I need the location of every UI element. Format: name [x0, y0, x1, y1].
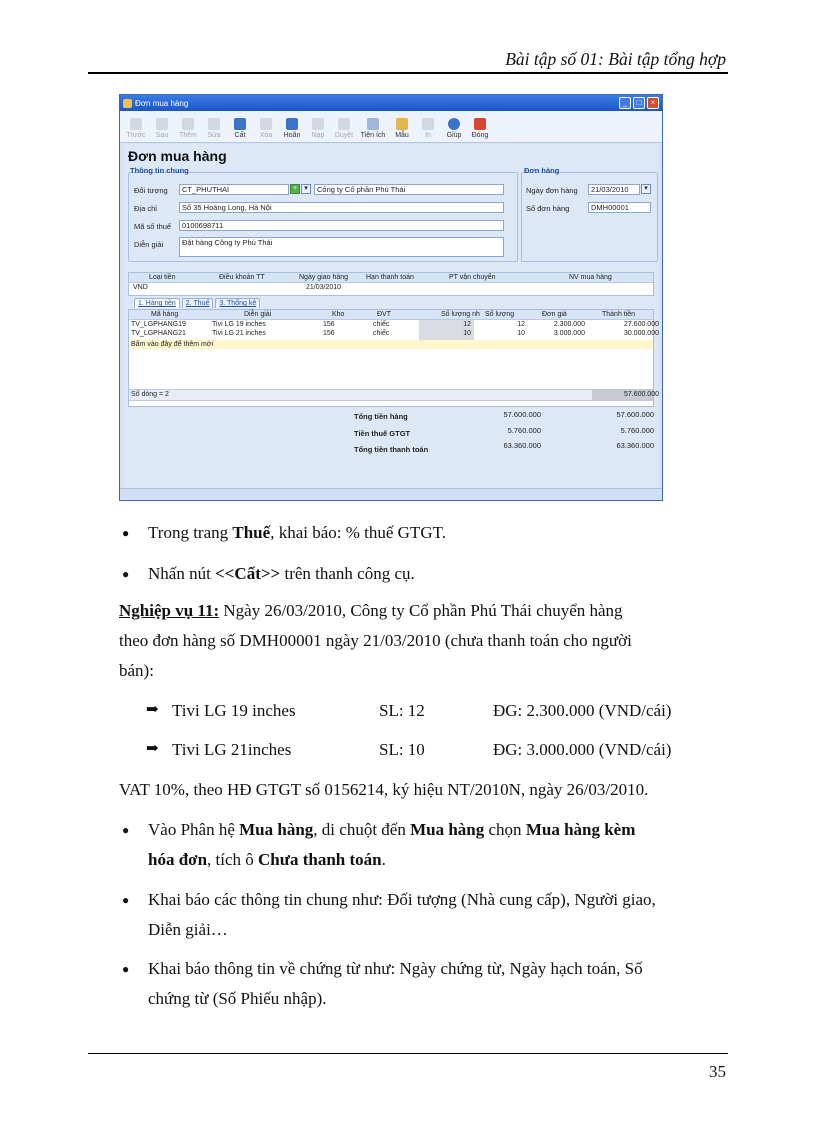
next-button[interactable]: Sau	[150, 118, 174, 139]
arrow-right-icon: ➡	[146, 741, 159, 757]
approve-icon	[338, 118, 350, 130]
total-goods-value: 57.600.000	[503, 410, 541, 419]
address-label: Địa chỉ	[134, 204, 157, 213]
item-1-qty: SL: 12	[379, 701, 425, 720]
item-2-price: ĐG: 3.000.000 (VND/cái)	[493, 740, 672, 759]
row-count: Số dòng = 2	[131, 391, 169, 398]
tab-tax[interactable]: 2. Thuế	[182, 298, 214, 308]
row1-unit-price[interactable]: 2.300.000	[553, 321, 585, 328]
description-input[interactable]: Đặt hàng Công ty Phú Thái	[179, 237, 504, 257]
operation-11-line-2: theo đơn hàng số DMH00001 ngày 21/03/2010 (chưa thanh toán cho người	[119, 631, 632, 650]
load-button[interactable]: Nạp	[306, 118, 330, 139]
instruction-voucher-line-2: chứng từ (Số Phiếu nhập).	[148, 989, 327, 1008]
col-amount: Thành tiền	[602, 311, 636, 318]
row1-qty-received[interactable]: 12	[463, 321, 471, 328]
payment-terms-header: Điều khoản TT	[219, 274, 265, 281]
instruction-general-line-1: Khai báo các thông tin chung như: Đối tượng (Nhà cung cấp), Người giao,	[148, 890, 656, 909]
grand-total-value: 63.360.000	[503, 441, 541, 450]
vat-value-2: 5.760.000	[620, 426, 654, 435]
order-info-title: Đơn hàng	[524, 166, 560, 175]
row-total: 57.600.000	[623, 391, 659, 398]
add-new-row-text: Bấm vào đây để thêm mới	[131, 341, 214, 348]
delivery-date-header: Ngày giao hàng	[299, 274, 349, 281]
supplier-code-input[interactable]: CT_PHUTHAI	[179, 184, 289, 195]
instruction-menu-line-2: hóa đơn, tích ô Chưa thanh toán.	[148, 850, 386, 869]
delete-icon	[260, 118, 272, 130]
tools-icon	[367, 118, 379, 130]
description-label: Diễn giải	[134, 240, 164, 249]
instruction-menu-line-1: Vào Phân hệ Mua hàng, di chuột đến Mua hàng chọn Mua hàng kèm	[148, 820, 636, 839]
help-icon	[448, 118, 460, 130]
utilities-button[interactable]: Tiện ích	[358, 118, 388, 139]
row2-qty-received[interactable]: 10	[463, 330, 471, 337]
row2-warehouse[interactable]: 156	[323, 330, 335, 337]
help-button[interactable]: Giúp	[442, 118, 466, 139]
add-new-row[interactable]	[129, 340, 653, 349]
col-warehouse: Kho	[332, 311, 345, 318]
row1-warehouse[interactable]: 156	[323, 321, 335, 328]
tax-code-label: Mã số thuế	[134, 222, 172, 231]
general-info-title: Thông tin chung	[130, 166, 189, 175]
col-qty-received: Số lượng nh	[441, 311, 480, 318]
template-icon	[396, 118, 408, 130]
vat-label: Tiền thuế GTGT	[354, 429, 411, 438]
footer-rule	[88, 1053, 728, 1054]
print-icon	[422, 118, 434, 130]
close-form-icon	[474, 118, 486, 130]
bullet-icon: ●	[122, 567, 130, 581]
row2-code[interactable]: TV_LGPHANG21	[131, 330, 186, 337]
row1-code[interactable]: TV_LGPHANG19	[131, 321, 186, 328]
address-input[interactable]: Số 35 Hoàng Long, Hà Nội	[179, 202, 504, 213]
due-date-header: Hạn thanh toán	[366, 274, 414, 281]
bullet-icon: ●	[122, 526, 130, 540]
close-form-button[interactable]: Đóng	[468, 118, 492, 139]
delivery-date-value[interactable]: 21/03/2010	[306, 284, 342, 291]
app-icon	[123, 99, 132, 108]
currency-value[interactable]: VND	[133, 284, 148, 291]
arrow-right-icon: ➡	[146, 702, 159, 718]
items-grid	[128, 309, 659, 407]
grand-total-label: Tổng tiền thanh toán	[354, 445, 429, 454]
grand-total-value-2: 63.360.000	[616, 441, 654, 450]
col-unit-price: Đơn giá	[542, 311, 567, 318]
page-number: 35	[709, 1062, 726, 1081]
item-1-name: Tivi LG 19 inches	[172, 701, 296, 720]
form-body	[124, 144, 658, 488]
close-icon[interactable]: ×	[647, 97, 659, 109]
supplier-label: Đối tượng	[134, 186, 168, 195]
add-supplier-icon[interactable]: +	[290, 184, 300, 194]
order-number-label: Số đơn hàng	[526, 204, 570, 213]
detail-tabs	[134, 298, 262, 308]
items-grid-header	[129, 310, 653, 320]
operation-11-line-1: Nghiệp vụ 11: Ngày 26/03/2010, Công ty Cổ phần Phú Thái chuyển hàng	[119, 601, 623, 620]
edit-icon	[208, 118, 220, 130]
col-qty: Số lượng	[485, 311, 515, 318]
instruction-tax-tab: Trong trang Thuế, khai báo: % thuế GTGT.	[148, 523, 446, 542]
tab-goods[interactable]: 1. Hàng tiền	[134, 298, 180, 308]
undo-button[interactable]: Hoãn	[280, 118, 304, 139]
toolbar	[120, 111, 662, 143]
tab-stats[interactable]: 3. Thống kê	[215, 298, 260, 308]
bullet-icon: ●	[122, 893, 130, 907]
total-goods-value-2: 57.600.000	[616, 410, 654, 419]
row1-description[interactable]: Tivi LG 19 inches	[212, 321, 266, 328]
shipping-method-header: PT vận chuyển	[449, 274, 496, 281]
window-title: Đơn mua hàng	[135, 98, 189, 108]
row2-amount[interactable]: 30.000.000	[623, 330, 659, 337]
order-number-input[interactable]: DMH00001	[588, 202, 651, 213]
vat-value: 5.760.000	[507, 426, 541, 435]
col-unit: ĐVT	[377, 311, 391, 318]
arrow-left-icon	[130, 118, 142, 130]
form-title: Đơn mua hàng	[128, 148, 227, 164]
arrow-right-icon	[156, 118, 168, 130]
add-button[interactable]: Thêm	[176, 118, 200, 139]
row1-qty[interactable]: 12	[517, 321, 525, 328]
col-description: Diễn giải	[244, 311, 272, 318]
status-bar	[120, 488, 662, 500]
minimize-icon[interactable]: _	[619, 97, 631, 109]
row2-description[interactable]: Tivi LG 21 inches	[212, 330, 266, 337]
order-window	[119, 94, 663, 501]
tax-code-input[interactable]: 0100698711	[179, 220, 504, 231]
page-header-title: Bài tập số 01: Bài tập tổng hợp	[505, 49, 726, 69]
template-button[interactable]: Mẫu	[390, 118, 414, 139]
payment-strip	[128, 272, 654, 296]
operation-11-line-3: bán):	[119, 661, 154, 680]
print-button[interactable]: In	[416, 118, 440, 139]
row2-unit[interactable]: chiếc	[373, 330, 390, 337]
save-button[interactable]: Cất	[228, 118, 252, 139]
new-doc-icon	[182, 118, 194, 130]
undo-icon	[286, 118, 298, 130]
row2-qty[interactable]: 10	[517, 330, 525, 337]
row1-unit[interactable]: chiếc	[373, 321, 390, 328]
header-rule	[88, 72, 728, 74]
row2-unit-price[interactable]: 3.000.000	[553, 330, 585, 337]
instruction-voucher-line-1: Khai báo thông tin về chứng từ như: Ngày chứng từ, Ngày hạch toán, Số	[148, 959, 643, 978]
prev-button[interactable]: Trước	[124, 118, 148, 139]
order-date-label: Ngày đơn hàng	[526, 186, 578, 195]
bullet-icon: ●	[122, 823, 130, 837]
instruction-save: Nhấn nút <<Cất>> trên thanh công cụ.	[148, 564, 415, 583]
chevron-down-icon[interactable]: ▾	[301, 184, 311, 194]
col-item-code: Mã hàng	[151, 311, 179, 318]
item-2-qty: SL: 10	[379, 740, 425, 759]
item-2-name: Tivi LG 21inches	[172, 740, 292, 759]
bullet-icon: ●	[122, 962, 130, 976]
save-icon	[234, 118, 246, 130]
total-goods-label: Tổng tiền hàng	[354, 412, 408, 421]
row1-amount[interactable]: 27.600.000	[623, 321, 659, 328]
summary-row	[129, 389, 659, 401]
purchaser-header: NV mua hàng	[569, 274, 612, 281]
approve-button[interactable]: Duyệt	[332, 118, 356, 139]
edit-button[interactable]: Sửa	[202, 118, 226, 139]
currency-header: Loại tiền	[149, 274, 176, 281]
delete-button[interactable]: Xóa	[254, 118, 278, 139]
maximize-icon[interactable]: □	[633, 97, 645, 109]
load-icon	[312, 118, 324, 130]
order-date-input[interactable]: 21/03/2010	[588, 184, 640, 195]
supplier-name-input[interactable]: Công ty Cổ phần Phú Thái	[314, 184, 504, 195]
vat-line: VAT 10%, theo HĐ GTGT số 0156214, ký hiệu NT/2010N, ngày 26/03/2010.	[119, 780, 649, 799]
calendar-dropdown-icon[interactable]: ▾	[641, 184, 651, 194]
window-titlebar	[120, 95, 662, 111]
instruction-general-line-2: Diễn giải…	[148, 920, 228, 939]
item-1-price: ĐG: 2.300.000 (VND/cái)	[493, 701, 672, 720]
